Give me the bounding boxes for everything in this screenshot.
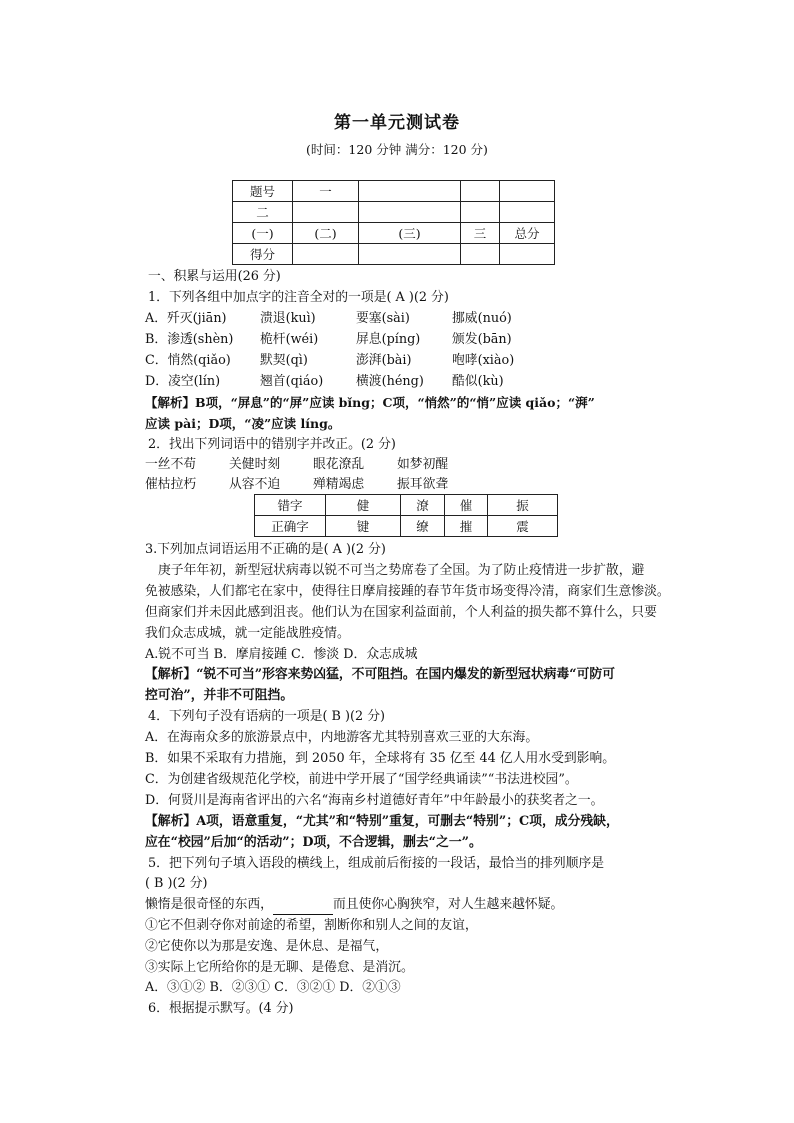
question-1-option-b: [145, 330, 512, 350]
word-item: 殚精竭虑: [313, 477, 365, 492]
table-cell: 错字: [255, 495, 326, 516]
option-item: 颁发(bān): [452, 332, 512, 347]
option-item: B．渗透(shèn): [145, 332, 234, 347]
correction-table: [254, 494, 558, 537]
table-row: [233, 202, 555, 223]
table-cell: 键: [326, 516, 401, 537]
table-row: [255, 495, 558, 516]
table-cell: [359, 181, 461, 202]
table-cell: [500, 181, 555, 202]
word-item: 眼花潦乱: [313, 457, 365, 472]
option-item: 咆哮(xiào): [452, 353, 515, 368]
table-cell: 一: [293, 181, 359, 202]
word-item: 关健时刻: [229, 457, 281, 472]
question-1-analysis-line2: 应读 pài；D项，“凌”应读 líng。: [145, 416, 341, 431]
table-row: [233, 223, 555, 244]
table-cell: (一): [233, 223, 293, 244]
table-cell: 缭: [401, 516, 445, 537]
table-cell: [500, 202, 555, 223]
question-2-words-row2: [145, 475, 448, 495]
passage-text: 而且使你心胸狭窄，对人生越来越怀疑。: [332, 897, 564, 912]
option-item: C．悄然(qiǎo): [145, 353, 231, 368]
table-cell: (三): [359, 223, 461, 244]
question-1-stem: 1．下列各组中加点字的注音全对的一项是( A )(2 分): [148, 290, 449, 305]
table-cell: 震: [488, 516, 558, 537]
question-3-analysis-line2: 控可治”，并非不可阻挡。: [145, 688, 294, 703]
fill-blank: [273, 900, 333, 915]
table-cell: 摧: [445, 516, 488, 537]
table-cell: 催: [445, 495, 488, 516]
word-item: 从容不迫: [229, 477, 281, 492]
option-item: 翘首(qiáo): [260, 374, 324, 389]
question-5-sentence-3: ③实际上它所给你的是无聊、是倦怠、是消沉。: [145, 960, 414, 975]
page-title: 第一单元测试卷: [334, 113, 460, 133]
word-item: 振耳欲聋: [397, 477, 449, 492]
question-4-analysis-line2: 应在“校园”后加“的活动”；D项，不合逻辑，删去“之一”。: [145, 835, 482, 850]
question-1-analysis-line1: 【解析】B项，“屏息”的“屏”应读 bǐng；C项，“悄然”的“悄”应读 qiǎo；“湃”: [145, 395, 595, 410]
page-subtitle: (时间：120 分钟 满分：120 分): [306, 142, 488, 157]
question-3-passage-line4: 我们众志成城，就一定能战胜疫情。: [145, 626, 350, 641]
question-5-passage: [145, 895, 563, 915]
table-row: [233, 181, 555, 202]
table-cell: 健: [326, 495, 401, 516]
table-cell: [461, 244, 500, 265]
option-item: 屏息(píng): [356, 332, 421, 347]
option-item: 挪威(nuó): [452, 311, 512, 326]
option-item: D．凌空(lín): [145, 374, 221, 389]
table-cell: 二: [233, 202, 293, 223]
option-item: 澎湃(bài): [356, 353, 412, 368]
question-4-analysis-line1: 【解析】A项，语意重复，“尤其”和“特别”重复，可删去“特别”；C项，成分残缺，: [145, 814, 619, 829]
question-5-options: A．③①② B．②③① C．③②① D．②①③: [145, 980, 401, 995]
question-4-option-d: D．何贤川是海南省评出的六名“海南乡村道德好青年”中年龄最小的获奖者之一。: [145, 793, 604, 808]
table-cell: [500, 244, 555, 265]
passage-text: 懒惰是很奇怪的东西，: [145, 897, 273, 912]
question-3-options: A.锐不可当 B．摩肩接踵 C．惨淡 D．众志成城: [145, 647, 418, 662]
question-1-option-d: [145, 372, 504, 392]
question-1-option-a: [145, 309, 512, 329]
question-4-option-a: A．在海南众多的旅游景点中，内地游客尤其特别喜欢三亚的大东海。: [145, 730, 539, 745]
table-cell: 潦: [401, 495, 445, 516]
question-3-passage-line1: 庚子年年初，新型冠状病毒以锐不可当之势席卷了全国。为了防止疫情进一步扩散，避: [158, 563, 645, 578]
question-2-words-row1: [145, 455, 448, 475]
table-cell: [461, 202, 500, 223]
table-cell: [293, 244, 359, 265]
question-5-sentence-1: ①它不但剥夺你对前途的希望，割断你和别人之间的友谊，: [145, 918, 478, 933]
table-cell: [293, 202, 359, 223]
question-2-stem: 2．找出下列词语中的错别字并改正。(2 分): [148, 437, 396, 452]
question-3-passage-line2: 免被感染，人们都宅在家中，使得往日摩肩接踵的春节年货市场变得冷清，商家们生意惨淡。: [145, 584, 670, 599]
question-3-passage-line3: 但商家们并未因此感到沮丧。他们认为在国家利益面前，个人利益的损失都不算什么，只要: [145, 605, 657, 620]
table-cell: 振: [488, 495, 558, 516]
option-item: 桅杆(wéi): [260, 332, 319, 347]
table-row: [233, 244, 555, 265]
table-row: [255, 516, 558, 537]
table-cell: [461, 181, 500, 202]
table-cell: (二): [293, 223, 359, 244]
question-3-analysis-line1: 【解析】“锐不可当”形容来势凶猛，不可阻挡。在国内爆发的新型冠状病毒“可防可: [145, 667, 615, 682]
word-item: 如梦初醒: [397, 457, 449, 472]
question-1-option-c: [145, 351, 514, 371]
question-6-stem: 6．根据提示默写。(4 分): [148, 1001, 294, 1016]
option-item: 溃退(kuì): [260, 311, 316, 326]
question-5-sentence-2: ②它使你以为那是安逸、是休息、是福气，: [145, 939, 389, 954]
table-cell: 总分: [500, 223, 555, 244]
option-item: 横渡(héng): [356, 374, 424, 389]
option-item: 默契(qì): [260, 353, 308, 368]
word-item: 一丝不苟: [145, 457, 197, 472]
question-5-stem-line2: ( B )(2 分): [145, 876, 208, 891]
table-cell: [359, 202, 461, 223]
table-cell: [359, 244, 461, 265]
score-table: [232, 180, 555, 265]
question-4-stem: 4．下列句子没有语病的一项是( B )(2 分): [148, 709, 386, 724]
option-item: A．歼灭(jiān): [145, 311, 227, 326]
question-4-option-c: C．为创建省级规范化学校，前进中学开展了“国学经典诵读”“书法进校园”。: [145, 772, 578, 787]
section-heading: 一、积累与运用(26 分): [148, 269, 281, 284]
option-item: 要塞(sài): [356, 311, 410, 326]
table-cell: 题号: [233, 181, 293, 202]
option-item: 酷似(kù): [452, 374, 504, 389]
question-3-stem: 3.下列加点词语运用不正确的是( A )(2 分): [145, 542, 386, 557]
table-cell: 三: [461, 223, 500, 244]
table-cell: 正确字: [255, 516, 326, 537]
table-cell: 得分: [233, 244, 293, 265]
question-4-option-b: B．如果不采取有力措施，到 2050 年，全球将有 35 亿至 44 亿人用水受到影响。: [145, 751, 616, 766]
word-item: 催枯拉朽: [145, 477, 197, 492]
question-5-stem-line1: 5．把下列句子填入语段的横线上，组成前后衔接的一段话，最恰当的排列顺序是: [148, 856, 605, 871]
